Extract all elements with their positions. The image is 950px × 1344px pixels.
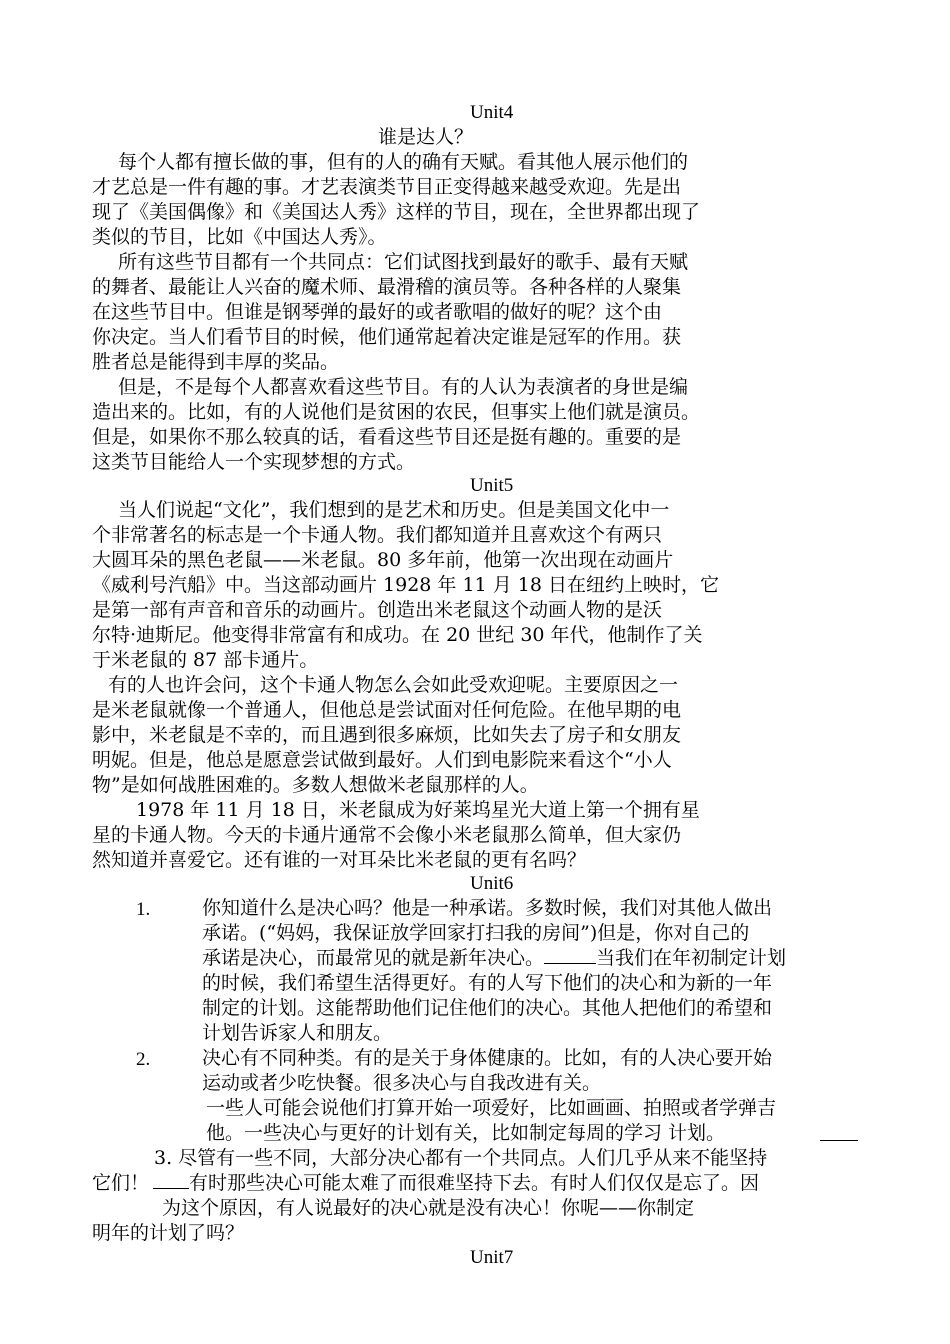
unit6-item1-line: 承诺。(“妈妈，我保证放学回家打扫我的房间”)但是，你对自己的 <box>202 922 750 944</box>
unit6-item3-line: 明年的计划了吗？ <box>92 1222 245 1244</box>
fill-blank[interactable] <box>544 946 596 964</box>
unit6-item3-line <box>92 1171 759 1195</box>
unit6-item1-line: 你知道什么是决心吗？他是一种承诺。多数时候，我们对其他人做出 <box>202 897 773 919</box>
unit7-heading: Unit7 <box>470 1247 514 1268</box>
fill-blank[interactable] <box>820 1124 858 1141</box>
unit4-line: 才艺总是一件有趣的事。才艺表演类节目正变得越来越受欢迎。先是出 <box>92 176 682 198</box>
unit4-line: 现了《美国偶像》和《美国达人秀》这样的节目，现在，全世界都出现了 <box>92 201 701 223</box>
unit6-item2-line: 运动或者少吃快餐。很多决心与自我改进有关。 <box>202 1072 602 1094</box>
unit5-line: 明妮。但是，他总是愿意尝试做到最好。人们到电影院来看这个“小人 <box>92 749 672 771</box>
unit4-line: 你决定。当人们看节目的时候，他们通常起着决定谁是冠军的作用。获 <box>92 326 682 348</box>
list-number: 1. <box>136 899 151 920</box>
unit6-item3-text: 有时那些决心可能太难了而很难坚持下去。有时人们仅仅是忘了。因 <box>189 1172 760 1194</box>
unit4-line: 类似的节目，比如《中国达人秀》。 <box>92 226 387 248</box>
unit5-line: 1978 年 11 月 18 日，米老鼠成为好莱坞星光大道上第一个拥有星 <box>136 799 700 821</box>
unit5-line: 《威利号汽船》中。当这部动画片 1928 年 11 月 18 日在纽约上映时，它 <box>92 574 719 596</box>
unit6-item1-line: 计划告诉家人和朋友。 <box>202 1022 393 1044</box>
unit6-item2-line: 他。一些决心与更好的计划有关，比如制定每周的学习 计划。 <box>206 1122 726 1144</box>
unit4-line: 但是，不是每个人都喜欢看这些节目。有的人认为表演者的身世是编 <box>118 376 689 398</box>
unit4-line: 在这些节目中。但谁是钢琴弹的最好的或者歌唱的做好的呢？这个由 <box>92 301 663 323</box>
unit6-heading: Unit6 <box>470 873 514 894</box>
unit5-line: 是米老鼠就像一个普通人，但他总是尝试面对任何危险。在他早期的电 <box>92 699 682 721</box>
unit4-line: 但是，如果你不那么较真的话，看看这些节目还是挺有趣的。重要的是 <box>92 426 682 448</box>
unit4-line: 造出来的。比如，有的人说他们是贫困的农民，但事实上他们就是演员。 <box>92 401 701 423</box>
unit6-item1-line <box>202 946 786 970</box>
unit6-item1-line: 的时候，我们希望生活得更好。有的人写下他们的决心和为新的一年 <box>202 972 773 994</box>
unit5-line: 物”是如何战胜困难的。多数人想做米老鼠那样的人。 <box>92 774 539 796</box>
unit6-item3-text: 它们！ <box>92 1172 150 1194</box>
unit6-item1-text: 承诺是决心，而最常见的就是新年决心。 <box>202 947 545 969</box>
unit5-line: 星的卡通人物。今天的卡通片通常不会像小米老鼠那么简单，但大家仍 <box>92 824 682 846</box>
unit5-line: 是第一部有声音和音乐的动画片。创造出米老鼠这个动画人物的是沃 <box>92 599 663 621</box>
unit5-line: 于米老鼠的 87 部卡通片。 <box>92 649 319 671</box>
unit6-item1-text: 当我们在年初制定计划 <box>596 947 787 969</box>
unit5-heading: Unit5 <box>470 475 514 496</box>
unit5-line: 然知道并喜爱它。还有谁的一对耳朵比米老鼠的更有名吗？ <box>92 849 587 871</box>
unit5-line: 影中，米老鼠是不幸的，而且遇到很多麻烦，比如失去了房子和女朋友 <box>92 724 682 746</box>
unit6-item1-line: 制定的计划。这能帮助他们记住他们的决心。其他人把他们的希望和 <box>202 997 773 1019</box>
unit5-line: 个非常著名的标志是一个卡通人物。我们都知道并且喜欢这个有两只 <box>92 524 663 546</box>
unit4-title: 谁是达人？ <box>378 126 474 148</box>
unit6-item2-line: 决心有不同种类。有的是关于身体健康的。比如，有的人决心要开始 <box>202 1047 773 1069</box>
unit5-line: 当人们说起“文化”，我们想到的是艺术和历史。但是美国文化中一 <box>118 499 670 521</box>
unit6-item2-line: 一些人可能会说他们打算开始一项爱好，比如画画、拍照或者学弹吉 <box>206 1097 777 1119</box>
unit4-line: 所有这些节目都有一个共同点：它们试图找到最好的歌手、最有天赋 <box>118 251 689 273</box>
list-number: 2. <box>136 1049 151 1070</box>
unit5-line: 大圆耳朵的黑色老鼠——米老鼠。80 多年前，他第一次出现在动画片 <box>92 549 674 571</box>
unit4-line: 胜者总是能得到丰厚的奖品。 <box>92 351 340 373</box>
unit6-item3-line: 3. 尽管有一些不同，大部分决心都有一个共同点。人们几乎从来不能坚持 <box>154 1147 768 1169</box>
unit5-line: 尔特·迪斯尼。他变得非常富有和成功。在 20 世纪 30 年代，他制作了关 <box>92 624 703 646</box>
unit4-line: 的舞者、最能让人兴奋的魔术师、最滑稽的演员等。各种各样的人聚集 <box>92 276 682 298</box>
fill-blank[interactable] <box>153 1171 189 1189</box>
unit5-line: 有的人也许会问，这个卡通人物怎么会如此受欢迎呢。主要原因之一 <box>108 674 679 696</box>
unit6-item3-line: 为这个原因，有人说最好的决心就是没有决心！你呢——你制定 <box>162 1197 695 1219</box>
unit4-heading: Unit4 <box>470 102 514 123</box>
unit4-line: 每个人都有擅长做的事，但有的人的确有天赋。看其他人展示他们的 <box>118 151 689 173</box>
unit4-line: 这类节目能给人一个实现梦想的方式。 <box>92 451 416 473</box>
